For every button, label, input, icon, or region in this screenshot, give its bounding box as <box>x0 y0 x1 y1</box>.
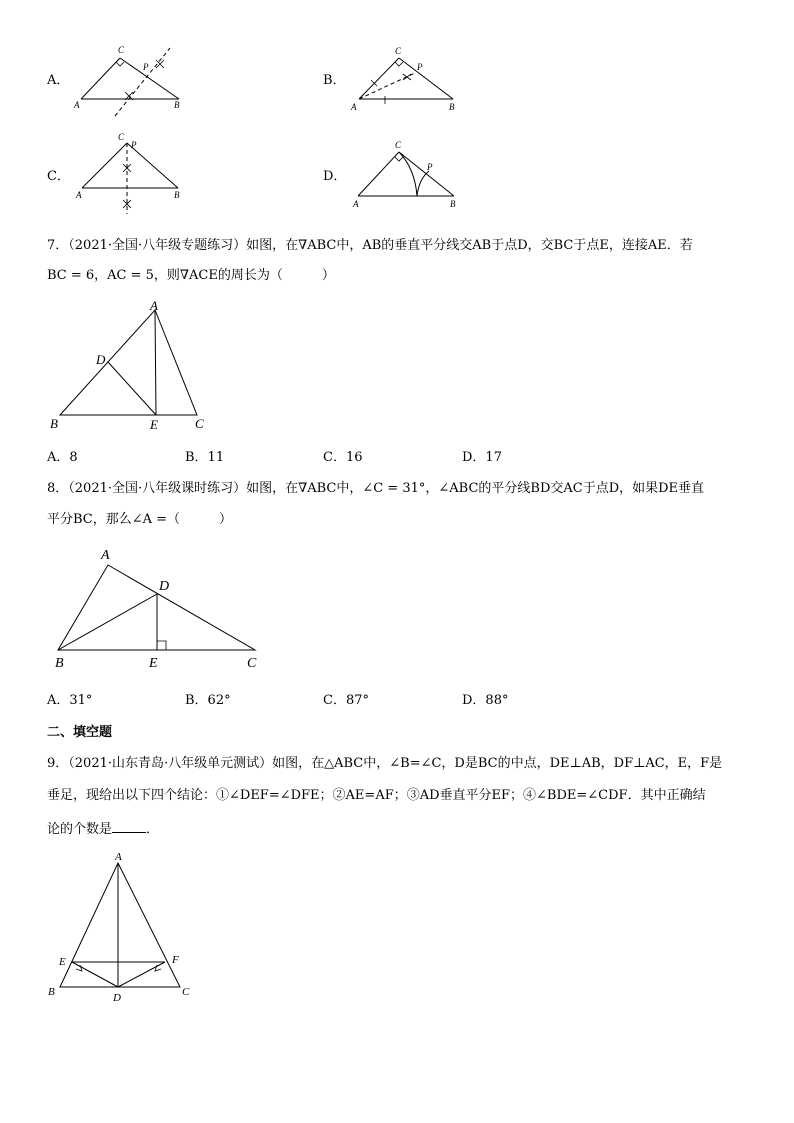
q8-point-c: C <box>247 656 257 671</box>
q8-point-a: A <box>101 548 110 563</box>
q7-point-e: E <box>150 417 158 432</box>
q6-option-b-label: B． <box>323 73 346 88</box>
q6-option-a-figure <box>70 40 190 120</box>
q7-point-a: A <box>150 298 158 313</box>
q6-option-a-label: A． <box>47 73 70 88</box>
q8-choice-d[interactable]: D．88° <box>462 693 509 708</box>
q7-text-line2: BC = 6，AC = 5，则∇ACE的周长为（ ） <box>47 268 335 283</box>
q6a-point-c: C <box>118 45 125 55</box>
q6b-point-c: C <box>395 46 402 56</box>
q6d-point-a: A <box>353 199 359 209</box>
q9-point-f: F <box>172 954 179 966</box>
q6c-point-c: C <box>118 132 125 142</box>
q6-option-d-figure <box>345 133 465 213</box>
q9-text-line3 <box>47 820 159 838</box>
q7-choice-d[interactable]: D．17 <box>462 450 502 465</box>
q9-point-a: A <box>115 851 122 863</box>
q9-point-e: E <box>59 956 66 968</box>
q6d-point-b: B <box>450 199 456 209</box>
q6a-point-a: A <box>74 100 80 110</box>
q6b-point-b: B <box>449 102 455 112</box>
q9-point-c: C <box>182 986 190 998</box>
q6a-point-p: P <box>143 62 149 72</box>
q7-choice-c[interactable]: C．16 <box>323 450 363 465</box>
q9-text-line1: 9．（2021·山东青岛·八年级单元测试）如图，在△ABC中，∠B=∠C，D是BC的中点，DE⊥AB，DF⊥AC，E，F是 <box>47 756 723 771</box>
q6a-point-b: B <box>174 100 180 110</box>
q6c-point-a: A <box>76 190 82 200</box>
q8-choice-a[interactable]: A．31° <box>47 693 93 708</box>
q6-option-c-label: C． <box>47 169 70 184</box>
q9-figure <box>40 845 200 1005</box>
q8-text-line2: 平分BC，那么∠A =（ ） <box>47 512 233 527</box>
q8-figure <box>45 540 275 675</box>
q8-point-b: B <box>55 656 64 671</box>
q7-point-b: B <box>50 416 58 431</box>
q9-line3-end: ． <box>146 822 160 837</box>
q8-choice-c[interactable]: C．87° <box>323 693 369 708</box>
q7-choice-b[interactable]: B．11 <box>185 450 225 465</box>
q7-text-line1: 7．（2021·全国·八年级专题练习）如图，在∇ABC中，AB的垂直平分线交AB于点D，交BC于点E，连接AE．若 <box>47 238 693 253</box>
q6-option-d-label: D． <box>323 169 347 184</box>
q9-line3-text: 论的个数是 <box>47 822 113 837</box>
q8-point-e: E <box>149 656 158 671</box>
q6d-point-c: C <box>395 140 402 150</box>
q9-answer-blank[interactable] <box>112 820 146 833</box>
q6-option-c-figure <box>70 128 190 218</box>
q7-figure <box>40 298 220 438</box>
q9-text-line2: 垂足，现给出以下四个结论：①∠DEF=∠DFE；②AE=AF；③AD垂直平分EF；④∠BDE=∠CDF．其中正确结 <box>47 788 706 803</box>
q6b-point-a: A <box>351 102 357 112</box>
q9-point-d: D <box>113 992 121 1004</box>
q8-choice-b[interactable]: B．62° <box>185 693 231 708</box>
q7-choice-a[interactable]: A．8 <box>47 450 78 465</box>
q8-point-d: D <box>159 579 170 594</box>
q6c-point-p: P <box>131 140 137 150</box>
q7-point-d: D <box>96 352 106 367</box>
q6b-point-p: P <box>417 62 423 72</box>
section-title-fill-in: 二、填空题 <box>47 725 113 740</box>
q6d-point-p: P <box>427 162 433 172</box>
q6-option-b-figure <box>345 40 465 120</box>
q8-text-line1: 8．（2021·全国·八年级课时练习）如图，在∇ABC中，∠C = 31°，∠ABC的平分线BD交AC于点D，如果DE垂直 <box>47 481 705 496</box>
q6c-point-b: B <box>174 190 180 200</box>
q9-point-b: B <box>48 986 55 998</box>
q7-point-c: C <box>195 416 204 431</box>
